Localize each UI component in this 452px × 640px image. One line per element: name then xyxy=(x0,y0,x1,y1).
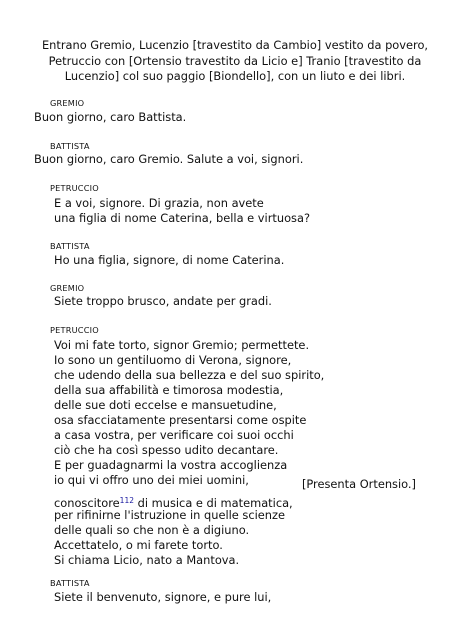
speaker-name: BATTISTA xyxy=(50,241,90,251)
speech-line: E a voi, signore. Di grazia, non avete xyxy=(54,196,264,210)
speech-line: Buon giorno, caro Battista. xyxy=(34,110,187,124)
speaker-name: GREMIO xyxy=(50,98,85,108)
speech-line: ciò che ha così spesso udito decantare. xyxy=(54,443,279,457)
speech-line: delle quali so che non è a digiuno. xyxy=(54,523,250,537)
speech-line: E per guadagnarmi la vostra accoglienza xyxy=(54,458,288,472)
speech-line: Io sono un gentiluomo di Verona, signore, xyxy=(54,353,292,367)
stage-direction-line: Entrano Gremio, Lucenzio [travestito da Cambio] vestito da povero, xyxy=(41,38,429,52)
speech-line: osa sfacciatamente presentarsi come ospite xyxy=(54,413,307,427)
speech-line: una figlia di nome Caterina, bella e virtuosa? xyxy=(54,211,311,225)
speech-line: Ho una figlia, signore, di nome Caterina. xyxy=(54,253,285,267)
stage-direction-line: Lucenzio] col suo paggio [Biondello], con un liuto e dei libri. xyxy=(64,69,406,83)
speech-line: Voi mi fate torto, signor Gremio; permettete. xyxy=(54,338,310,352)
footnote-marker[interactable]: 112 xyxy=(119,496,134,505)
speaker-name: PETRUCCIO xyxy=(50,325,99,335)
stage-direction-line: Petruccio con [Ortensio travestito da Licio e] Tranio [travestito da xyxy=(48,53,422,68)
speech-line: Siete il benvenuto, signore, e pure lui, xyxy=(54,590,272,604)
speaker-name: BATTISTA xyxy=(50,141,90,151)
speech-line: io qui vi offro uno dei miei uomini, xyxy=(54,473,249,487)
speaker-name: BATTISTA xyxy=(50,578,90,588)
speech-line: per rifinirne l'istruzione in quelle scienze xyxy=(54,508,285,522)
speech-line: Buon giorno, caro Gremio. Salute a voi, signori. xyxy=(34,152,304,166)
speech-line: a casa vostra, per verificare coi suoi occhi xyxy=(54,428,294,442)
speech-line: Siete troppo brusco, andate per gradi. xyxy=(54,294,272,308)
speech-line-start: conoscitore xyxy=(54,496,120,510)
speech-line-rest: di musica e di matematica, xyxy=(134,496,293,510)
stage-direction xyxy=(40,38,430,85)
speech-line: Accettatelo, o mi farete torto. xyxy=(54,538,223,552)
speaker-name: GREMIO xyxy=(50,283,85,293)
speech-line: della sua affabilità e timorosa modestia, xyxy=(54,383,284,397)
speech-line: delle sue doti eccelse e mansuetudine, xyxy=(54,398,277,412)
speech-line: che udendo della sua bellezza e del suo spirito, xyxy=(54,368,325,382)
stage-aside: [Presenta Ortensio.] xyxy=(301,477,416,491)
speaker-name: PETRUCCIO xyxy=(50,183,99,193)
speech-line: Si chiama Licio, nato a Mantova. xyxy=(54,553,240,567)
